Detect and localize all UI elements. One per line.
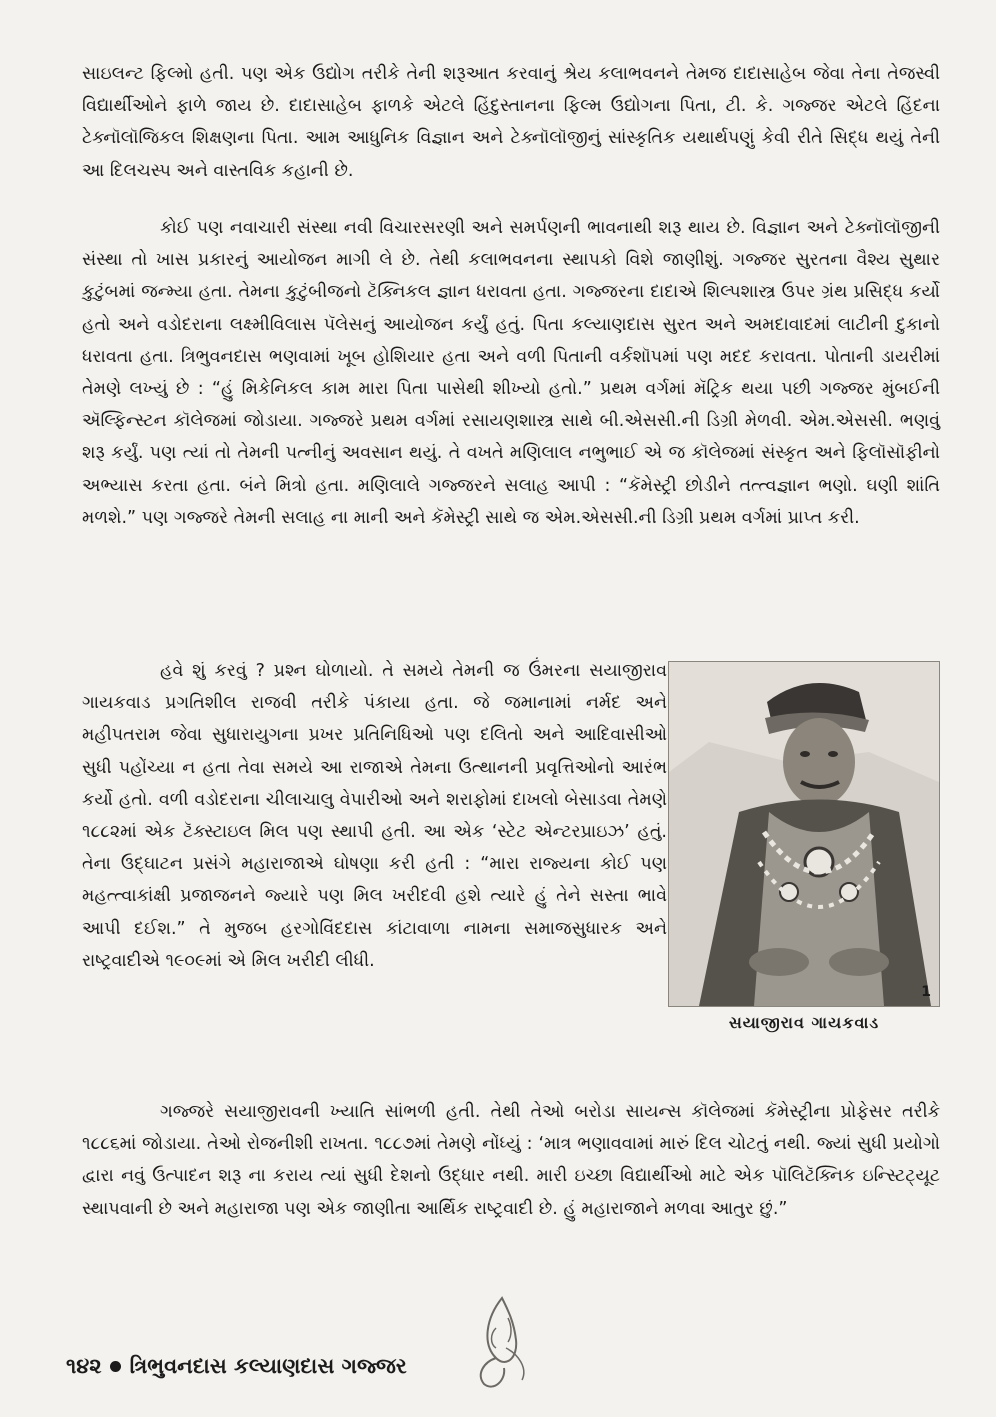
paragraph-3: હવે શું કરવું ? પ્રશ્ન ઘોળાયો. તે સમયે તેમની જ ઉંમરના સયાજીરાવ ગાયકવાડ પ્રગતિશીલ રાજવી તરીકે પંકાયા હતા. જે જમાનામાં નર્મદ અને મહીપતરામ જેવા સુધારાયુગના પ્રખર પ્રતિનિધિઓ પણ દલિતો અને આદિવાસીઓ સુધી પહોંચ્યા ન હતા તેવા સમયે આ રાજાએ તેમના ઉત્થાનની પ્રવૃત્તિઓનો આરંભ કર્યો હતો. વળી વડોદરાના ચીલાચાલુ વેપારીઓ અને શરાફોમાં દાખલો બેસાડવા તેમણે ૧૮૮૨માં એક ટૅક્સ્ટાઇલ મિલ પણ સ્થાપી હતી. આ એક ‘સ્ટેટ એન્ટરપ્રાઇઝ’ હતું. તેના ઉદ્‌ઘાટન પ્રસંગે મહારાજાએ ઘોષણા કરી હતી : “મારા રાજ્યના કોઈ પણ મહત્ત્વાકાંક્ષી પ્રજાજનને જ્યારે પણ મિલ ખરીદવી હશે ત્યારે હું તેને સસ્તા ભાવે આપી દઈશ.” તે મુજબ હરગોવિંદદાસ કાંટાવાળા નામના સમાજસુધારક અને રાષ્ટ્રવાદીએ ૧૯૦૯માં એ મિલ ખરીદી લીધી. — [82, 661, 667, 971]
bullet-icon — [110, 1361, 121, 1372]
portrait-figure — [668, 661, 940, 1061]
page-number: ૧૪૨ — [66, 1354, 102, 1378]
photo-corner-mark: 1 — [921, 984, 931, 1000]
paragraph-2: કોઈ પણ નવાચારી સંસ્થા નવી વિચારસરણી અને સમર્પણની ભાવનાથી શરૂ થાય છે. વિજ્ઞાન અને ટેક્નૉલૉજીની સંસ્થા તો ખાસ પ્રકારનું આયોજન માગી લે છે. તેથી કલાભવનના સ્થાપકો વિશે જાણીશું. ગજ્જર સુરતના વૈશ્ય સુથાર કુટુંબમાં જન્મ્યા હતા. તેમના કુટુંબીજનો ટૅક્નિકલ જ્ઞાન ધરાવતા હતા. ગજ્જરના દાદાએ શિલ્પશાસ્ત્ર ઉપર ગ્રંથ પ્રસિદ્ધ કર્યો હતો અને વડોદરાના લક્ષ્મીવિલાસ પૅલેસનું આયોજન કર્યું હતું. પિતા કલ્યાણદાસ સુરત અને અમદાવાદમાં લાટીની દુકાનો ધરાવતા હતા. ત્રિભુવનદાસ ભણવામાં ખૂબ હોશિયાર હતા અને વળી પિતાની વર્કશૉપમાં પણ મદદ કરાવતા. પોતાની ડાયરીમાં તેમણે લખ્યું છે : “હું મિકેનિકલ કામ મારા પિતા પાસેથી શીખ્યો હતો.” પ્રથમ વર્ગમાં મૅટ્રિક થયા પછી ગજ્જર મુંબઈની ઍલ્ફિન્સ્ટન કૉલેજમાં જોડાયા. ગજ્જરે પ્રથમ વર્ગમાં રસાયણશાસ્ત્ર સાથે બી.એસસી.ની ડિગ્રી મેળવી. એમ.એસસી. ભણવું શરૂ કર્યું. પણ ત્યાં તો તેમની પત્નીનું અવસાન થયું. તે વખતે મણિલાલ નભુભાઈ એ જ કૉલેજમાં સંસ્કૃત અને ફિલૉસૉફીનો અભ્યાસ કરતા હતા. બંને મિત્રો હતા. મણિલાલે ગજ્જરને સલાહ આપી : “કૅમેસ્ટ્રી છોડીને તત્ત્વજ્ઞાન ભણો. ઘણી શાંતિ મળશે.” પણ ગજ્જરે તેમની સલાહ ના માની અને કૅમેસ્ટ્રી સાથે જ એમ.એસસી.ની ડિગ્રી પ્રથમ વર્ગમાં પ્રાપ્ત કરી. — [82, 218, 940, 528]
page-footer — [66, 1354, 407, 1379]
paragraph-1: સાઇલન્ટ ફિલ્મો હતી. પણ એક ઉદ્યોગ તરીકે તેની શરૂઆત કરવાનું શ્રેય કલાભવનને તેમજ દાદાસાહેબ જેવા તેના તેજસ્વી વિદ્યાર્થીઓને ફાળે જાય છે. દાદાસાહેબ ફાળકે એટલે હિંદુસ્તાનના ફિલ્મ ઉદ્યોગના પિતા, ટી. કે. ગજ્જર એટલે હિંદના ટેક્નૉલૉજિકલ શિક્ષણના પિતા. આમ આધુનિક વિજ્ઞાન અને ટેક્નૉલૉજીનું સાંસ્કૃતિક યથાર્થપણું કેવી રીતે સિદ્ધ થયું તેની આ દિલચસ્પ અને વાસ્તવિક કહાની છે. — [82, 64, 940, 181]
portrait-photo — [668, 661, 940, 1007]
floral-ornament-icon — [466, 1288, 538, 1398]
figure-caption: સયાજીરાવ ગાયકવાડ — [728, 1013, 880, 1032]
running-title: ત્રિભુવનદાસ કલ્યાણદાસ ગજ્જર — [129, 1354, 407, 1378]
portrait-illustration — [669, 662, 939, 1006]
paragraph-4: ગજ્જરે સયાજીરાવની ખ્યાતિ સાંભળી હતી. તેથી તેઓ બરોડા સાયન્સ કૉલેજમાં કૅમેસ્ટ્રીના પ્રોફેસર તરીકે ૧૮૮૬માં જોડાયા. તેઓ રોજનીશી રાખતા. ૧૮૮૭માં તેમણે નોંધ્યું : ‘માત્ર ભણાવવામાં મારું દિલ ચોટતું નથી. જ્યાં સુધી પ્રયોગો દ્વારા નવું ઉત્પાદન શરૂ ના કરાય ત્યાં સુધી દેશનો ઉદ્ધાર નથી. મારી ઇચ્છા વિદ્યાર્થીઓ માટે એક પૉલિટૅક્નિક ઇન્સ્ટિટ્યૂટ સ્થાપવાની છે અને મહારાજા પણ એક જાણીતા આર્થિક રાષ્ટ્રવાદી છે. હું મહારાજાને મળવા આતુર છું.” — [82, 1102, 940, 1219]
